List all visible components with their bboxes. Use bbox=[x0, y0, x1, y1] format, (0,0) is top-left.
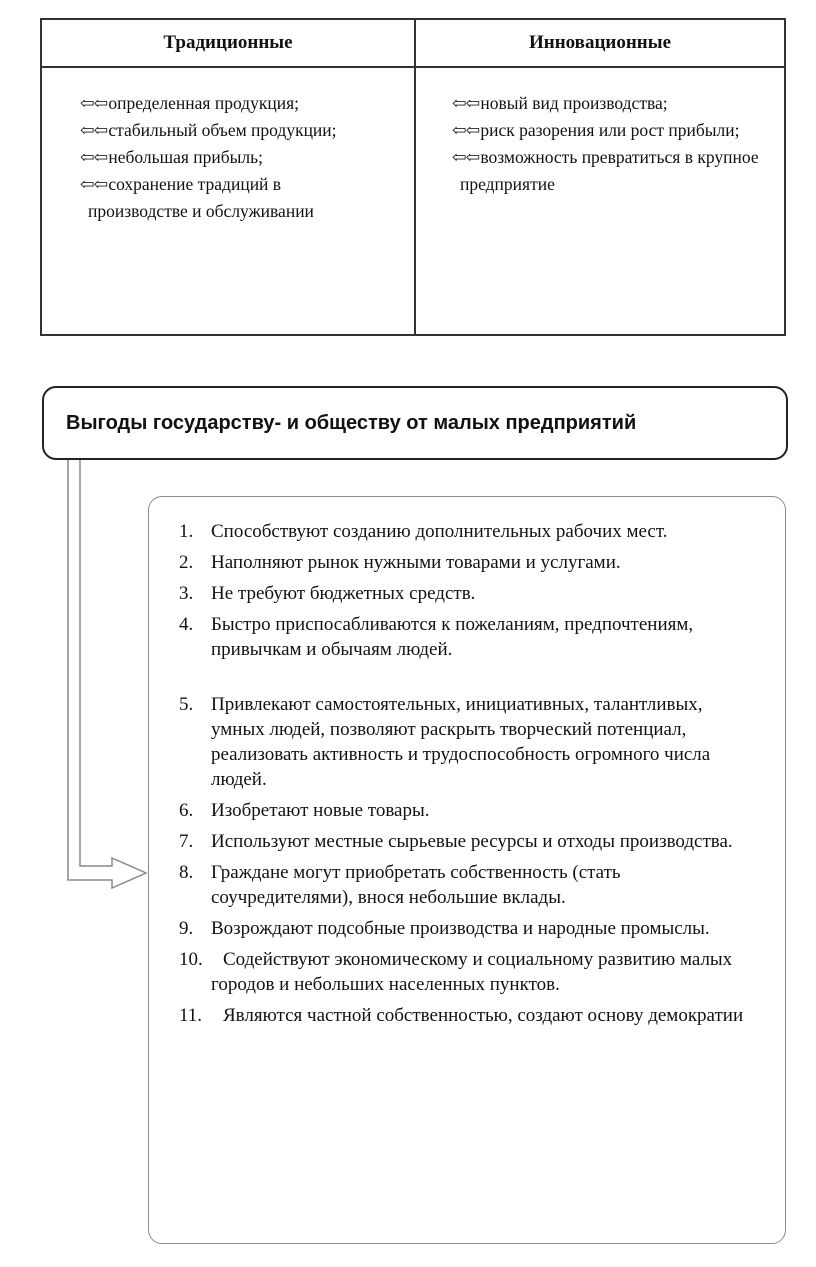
list-item: ⇦⇦сохранение традиций в производстве и обслуживании bbox=[80, 174, 314, 221]
list-item: 6. Изобретают новые товары. bbox=[179, 800, 430, 821]
list-item: 3. Не требуют бюджетных средств. bbox=[179, 583, 476, 604]
double-left-arrow-icon: ⇦⇦ bbox=[452, 147, 480, 167]
list-item: 4. Быстро приспосабливаются к пожеланиям, предпочтениям, привычкам и обычаям людей. bbox=[179, 614, 694, 660]
list-item: 2. Наполняют рынок нужными товарами и услугами. bbox=[179, 552, 621, 573]
list-item: 11. Являются частной собственностью, создают основу демократии bbox=[179, 1005, 744, 1026]
double-left-arrow-icon: ⇦⇦ bbox=[452, 93, 480, 113]
list-item: ⇦⇦новый вид производства; bbox=[452, 93, 668, 113]
list-item: 5. Привлекают самостоятельных, инициативных, талантливых, умных людей, позволяют раскрыть творческий потенциал, реализовать активность и трудоспособность огромного числа людей. bbox=[179, 694, 711, 790]
list-item: ⇦⇦определенная продукция; bbox=[80, 93, 299, 113]
double-left-arrow-icon: ⇦⇦ bbox=[80, 174, 108, 194]
list-item: 1. Способствуют созданию дополнительных рабочих мест. bbox=[179, 521, 668, 542]
traditional-heading: Традиционные bbox=[42, 20, 414, 68]
list-item: 9. Возрождают подсобные производства и народные промыслы. bbox=[179, 918, 710, 939]
benefits-box bbox=[148, 496, 786, 1244]
double-left-arrow-icon: ⇦⇦ bbox=[80, 93, 108, 113]
benefits-list bbox=[169, 519, 759, 1034]
list-item: ⇦⇦риск разорения или рост прибыли; bbox=[452, 120, 740, 140]
innovative-heading: Инновационные bbox=[416, 20, 784, 68]
double-left-arrow-icon: ⇦⇦ bbox=[452, 120, 480, 140]
double-left-arrow-icon: ⇦⇦ bbox=[80, 147, 108, 167]
benefits-title: Выгоды государству- и обществу от малых предприятий bbox=[66, 412, 637, 434]
list-item: 8. Граждане могут приобретать собственность (стать соучредителями), внося небольшие вклады. bbox=[179, 862, 621, 908]
list-item: ⇦⇦небольшая прибыль; bbox=[80, 147, 263, 167]
list-item: 7. Используют местные сырьевые ресурсы и отходы производства. bbox=[179, 831, 733, 852]
double-left-arrow-icon: ⇦⇦ bbox=[80, 120, 108, 140]
benefits-title-box bbox=[42, 386, 788, 460]
list-item: ⇦⇦возможность превратиться в крупное предприятие bbox=[452, 147, 759, 194]
list-item: 10. Содействуют экономическому и социальному развитию малых городов и небольших населенных пунктов. bbox=[179, 949, 733, 995]
list-item: ⇦⇦стабильный объем продукции; bbox=[80, 120, 337, 140]
